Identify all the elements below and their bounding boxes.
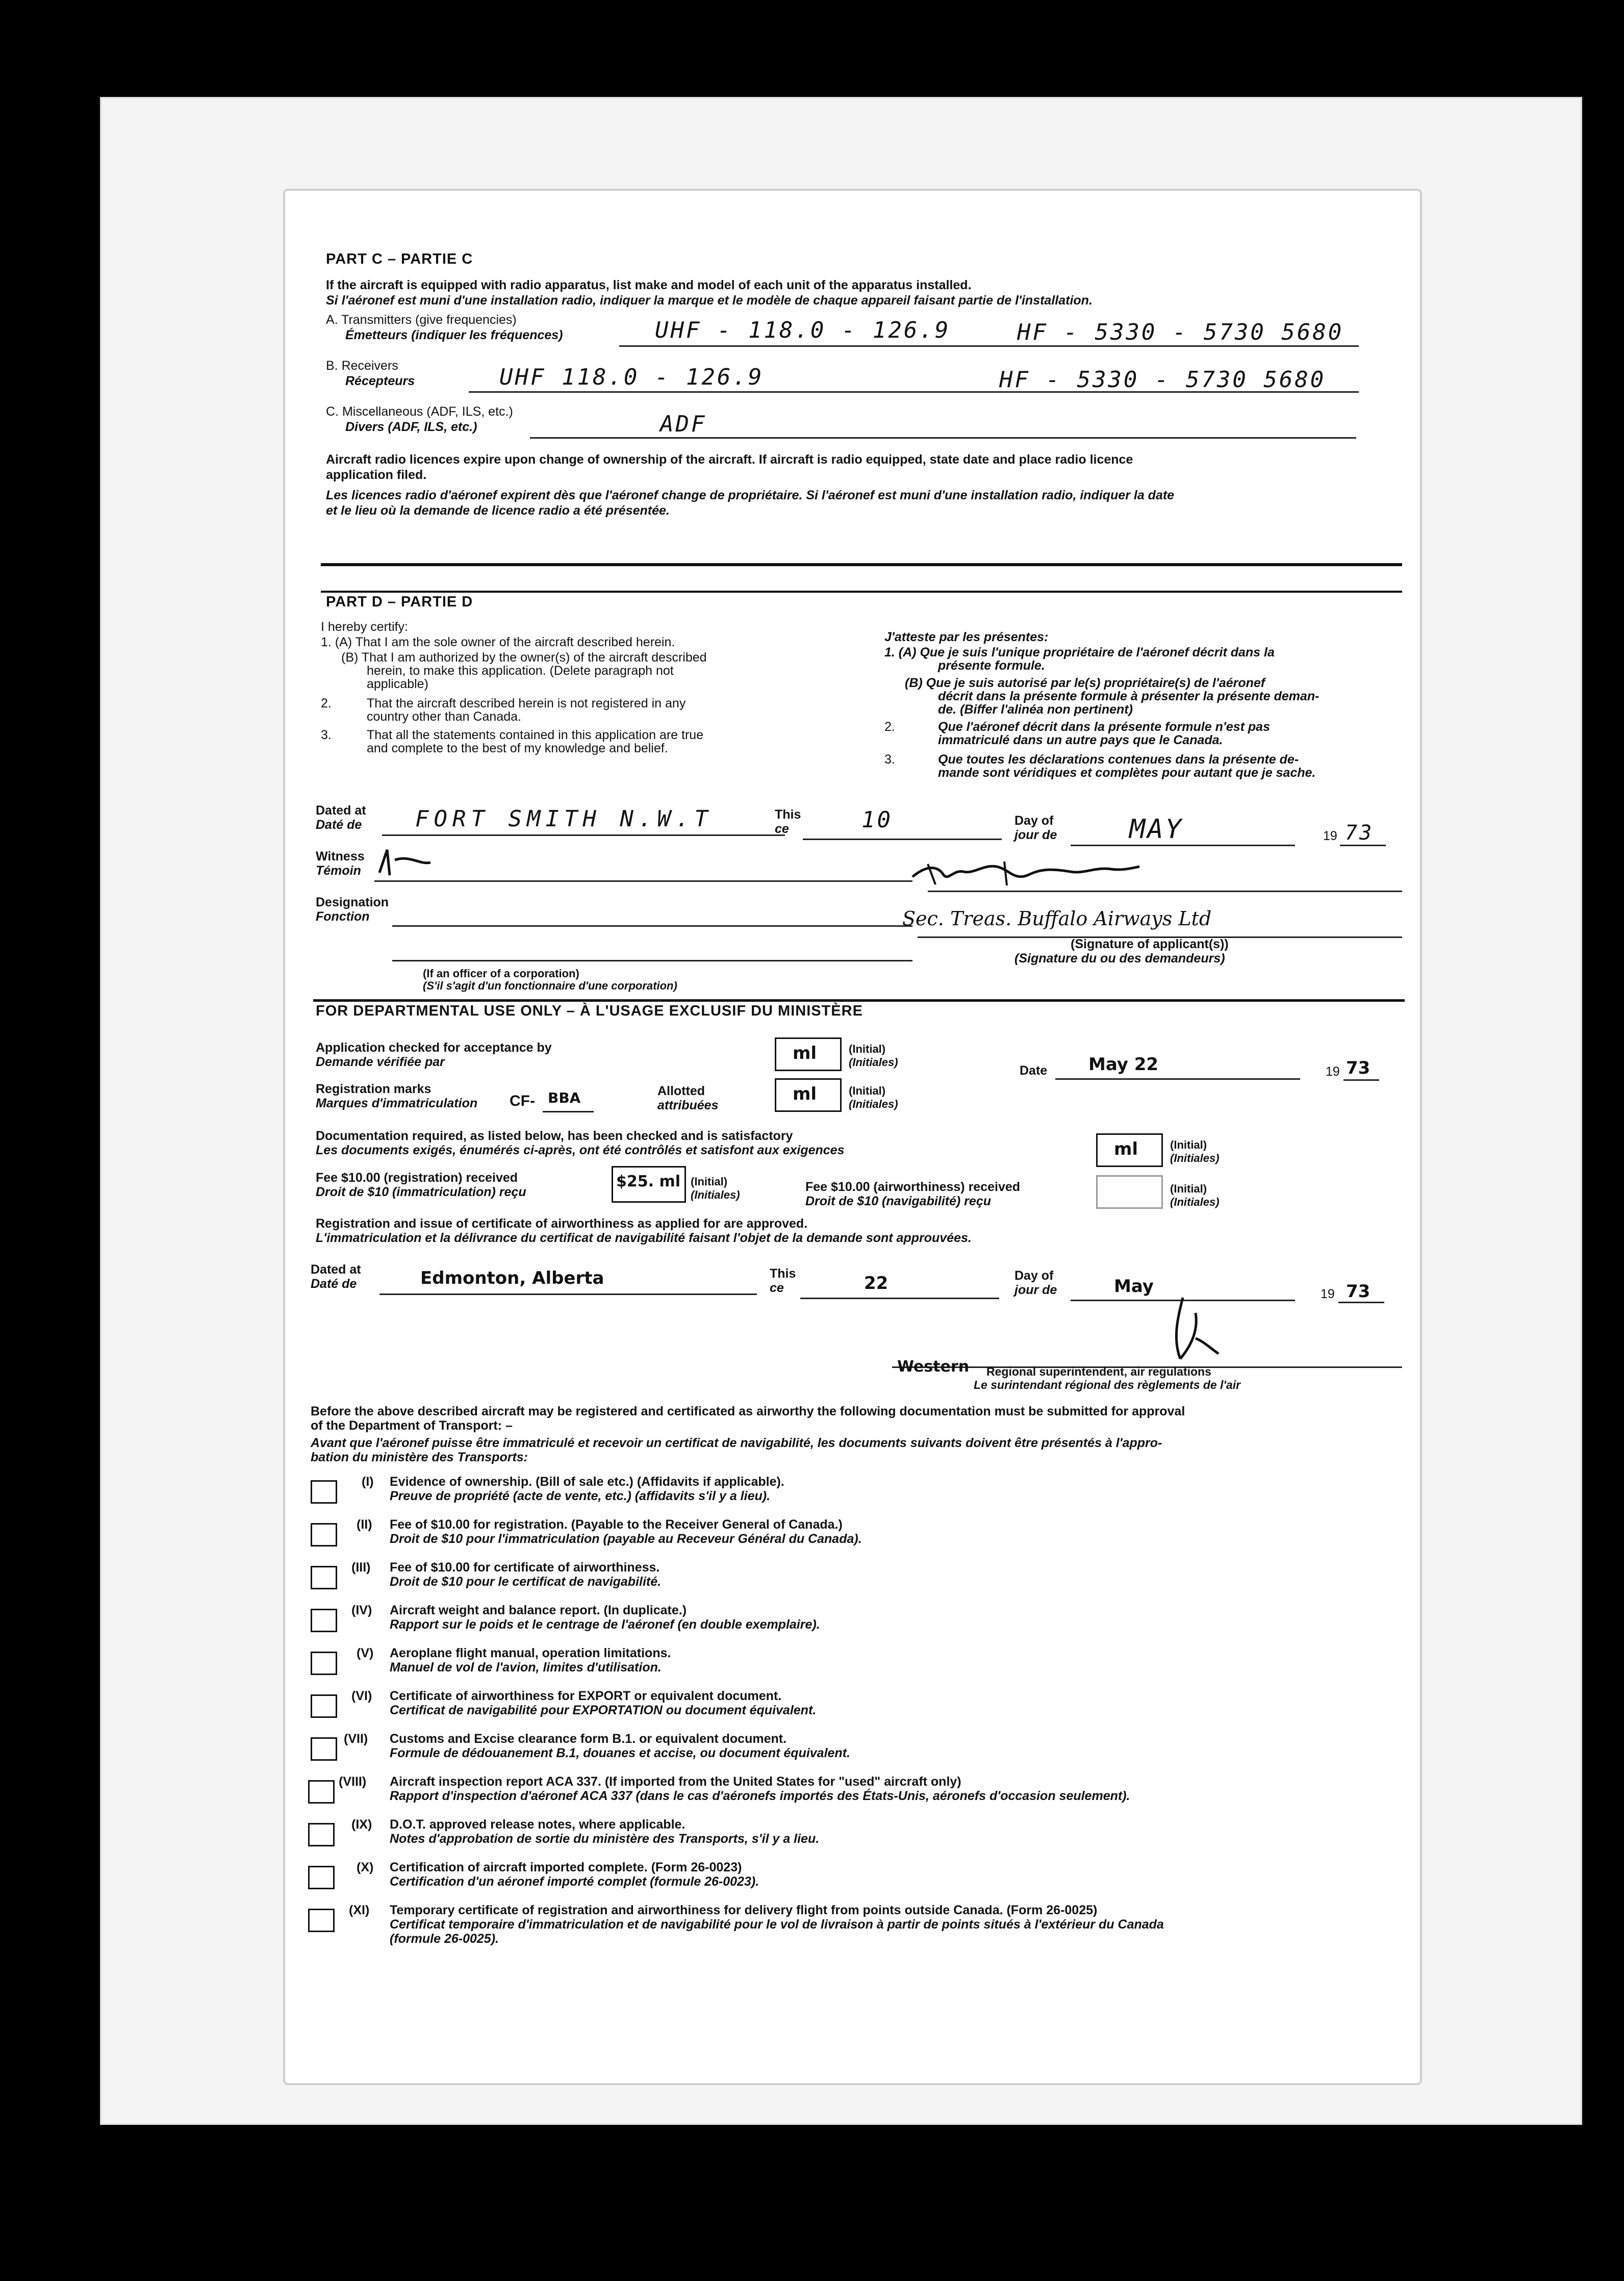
- item-3-en-1: That all the statements contained in this application are true: [367, 728, 704, 742]
- requirement-fr-2: Droit de $10 pour l'immatriculation (payable au Receveur Général du Canada).: [390, 1532, 862, 1546]
- part-c-intro-en: If the aircraft is equipped with radio apparatus, list make and model of each unit of the apparatus installed.: [326, 278, 972, 292]
- transmitters-label-en: A. Transmitters (give frequencies): [326, 313, 517, 327]
- item-2-num-fr: 2.: [884, 720, 895, 734]
- requirement-checkbox-4[interactable]: [311, 1609, 337, 1632]
- requirements-intro-fr-2: bation du ministère des Transports:: [311, 1450, 528, 1464]
- witness-label-en: Witness: [316, 849, 365, 864]
- part-d-divider: [321, 591, 1402, 593]
- part-d-title: PART D – PARTIE D: [326, 594, 473, 610]
- designation-line-2: [392, 960, 912, 961]
- requirements-intro-fr-1: Avant que l'aéronef puisse être immatriculé et recevoir un certificat de navigabilité, les documents suivants doivent être présentés à l'appro-: [311, 1436, 1162, 1450]
- requirement-fr-9: Notes d'approbation de sortie du ministère des Transports, s'il y a lieu.: [390, 1832, 820, 1846]
- requirement-en-10: Certification of aircraft imported complete. (Form 26-0023): [390, 1860, 742, 1874]
- dept-this-line: [800, 1298, 999, 1299]
- requirement-num-2: (II): [357, 1517, 372, 1532]
- receivers-label-en: B. Receivers: [326, 359, 398, 373]
- date-year-prefix: 19: [1326, 1065, 1340, 1079]
- this-line: [803, 839, 1002, 840]
- item-1b-en-1: (B) That I am authorized by the owner(s) of the aircraft described: [341, 650, 707, 665]
- requirement-en-2: Fee of $10.00 for registration. (Payable to the Receiver General of Canada.): [390, 1517, 843, 1532]
- dept-year-value[interactable]: 73: [1346, 1281, 1371, 1302]
- requirement-num-7: (VII): [344, 1732, 368, 1746]
- item-1a-en: 1. (A) That I am the sole owner of the aircraft described herein.: [321, 635, 675, 649]
- dept-year-line: [1338, 1302, 1384, 1303]
- day-of-label-fr: jour de: [1014, 828, 1057, 842]
- item-1b-en-3: applicable): [367, 677, 428, 691]
- dept-dated-at-value[interactable]: Edmonton, Alberta: [420, 1268, 604, 1288]
- this-label-en: This: [775, 807, 801, 822]
- item-3-fr-2: mande sont véridiques et complètes pour autant que je sache.: [938, 766, 1316, 780]
- requirement-num-10: (X): [357, 1860, 374, 1874]
- dept-month-value[interactable]: May: [1114, 1276, 1154, 1297]
- dated-at-line: [382, 834, 785, 836]
- requirement-en-11: Temporary certificate of registration and airworthiness for delivery flight from points outside Canada. (Form 26-0025): [390, 1903, 1098, 1917]
- witness-line: [374, 880, 912, 882]
- witness-signature-icon: [374, 845, 436, 880]
- requirement-fr-7: Formule de dédouanement B.1, douanes et accise, ou document équivalent.: [390, 1746, 850, 1760]
- requirement-checkbox-10[interactable]: [308, 1866, 335, 1889]
- dept-this-fr: ce: [770, 1281, 784, 1295]
- licence-note-en-2: application filed.: [326, 468, 427, 482]
- requirement-num-1: (I): [362, 1475, 374, 1489]
- dated-at-label-fr: Daté de: [316, 818, 362, 832]
- dept-this-value[interactable]: 22: [864, 1273, 889, 1294]
- dept-dated-at-en: Dated at: [311, 1262, 361, 1277]
- receivers-value-hf[interactable]: HF - 5330 - 5730 5680: [999, 367, 1326, 393]
- fee-reg-stamp: $25. ml: [616, 1173, 681, 1190]
- reg-marks-label-en: Registration marks: [316, 1082, 432, 1096]
- requirement-checkbox-11[interactable]: [308, 1909, 335, 1932]
- this-value[interactable]: 10: [861, 807, 893, 833]
- transmitters-label-fr: Émetteurs (indiquer les fréquences): [345, 328, 563, 342]
- superintendent-en: Regional superintendent, air regulations: [986, 1365, 1211, 1378]
- year-value[interactable]: 73: [1345, 821, 1374, 845]
- dated-at-value[interactable]: FORT SMITH N.W.T: [415, 806, 713, 832]
- requirement-checkbox-9[interactable]: [308, 1823, 335, 1846]
- fee-air-label-en: Fee $10.00 (airworthiness) received: [805, 1180, 1021, 1194]
- requirement-en-5: Aeroplane flight manual, operation limitations.: [390, 1646, 671, 1660]
- allotted-initial-fr: (Initiales): [849, 1098, 898, 1110]
- month-value[interactable]: MAY: [1129, 814, 1183, 845]
- designation-label-en: Designation: [316, 895, 389, 909]
- departmental-divider: [313, 999, 1405, 1002]
- requirement-checkbox-6[interactable]: [311, 1694, 337, 1718]
- allotted-label-en: Allotted: [657, 1084, 705, 1098]
- aircraft-registration-form: [283, 189, 1422, 2085]
- requirement-en-8: Aircraft inspection report ACA 337. (If imported from the United States for "used" aircraft only): [390, 1775, 961, 1789]
- licence-note-en-1: Aircraft radio licences expire upon change of ownership of the aircraft. If aircraft is radio equipped, state date and place radio licence: [326, 452, 1133, 467]
- requirements-intro-en-1: Before the above described aircraft may be registered and certificated as airworthy the following documentation must be submitted for approval: [311, 1404, 1185, 1418]
- item-3-fr-1: Que toutes les déclarations contenues dans la présente de-: [938, 752, 1299, 767]
- item-2-num: 2.: [321, 696, 332, 711]
- certify-en: I hereby certify:: [321, 620, 408, 634]
- signature-label-en: (Signature of applicant(s)): [1071, 937, 1229, 951]
- fee-reg-initial-en: (Initial): [691, 1175, 728, 1188]
- region-stamp: Western: [897, 1358, 970, 1376]
- dated-at-label-en: Dated at: [316, 803, 366, 818]
- checked-initial-en: (Initial): [849, 1043, 886, 1055]
- doc-initials-box[interactable]: [1096, 1133, 1163, 1167]
- doc-required-en: Documentation required, as listed below, has been checked and is satisfactory: [316, 1129, 793, 1143]
- item-1b-fr-1: (B) Que je suis autorisé par le(s) propriétaire(s) de l'aéronef: [905, 676, 1265, 690]
- checked-initials-stamp: ml: [793, 1043, 817, 1063]
- requirements-intro-en-2: of the Department of Transport: –: [311, 1418, 513, 1433]
- fee-air-initial-fr: (Initiales): [1170, 1196, 1220, 1208]
- requirement-en-4: Aircraft weight and balance report. (In duplicate.): [390, 1603, 687, 1617]
- reg-prefix: CF-: [510, 1093, 535, 1109]
- item-1a-fr-1: 1. (A) Que je suis l'unique propriétaire de l'aéronef décrit dans la: [884, 645, 1275, 660]
- fee-reg-label-fr: Droit de $10 (immatriculation) reçu: [316, 1185, 526, 1199]
- requirement-checkbox-8[interactable]: [308, 1780, 335, 1804]
- requirement-num-5: (V): [357, 1646, 374, 1660]
- officer-note-en: (If an officer of a corporation): [423, 967, 579, 980]
- signature-title-text[interactable]: Sec. Treas. Buffalo Airways Ltd: [902, 907, 1212, 930]
- checked-label-en: Application checked for acceptance by: [316, 1041, 552, 1055]
- month-line: [1071, 845, 1295, 846]
- date-year-value[interactable]: 73: [1346, 1058, 1371, 1078]
- applicant-signature-icon: [907, 854, 1142, 895]
- fee-reg-initial-fr: (Initiales): [691, 1188, 740, 1201]
- misc-label-en: C. Miscellaneous (ADF, ILS, etc.): [326, 404, 513, 419]
- superintendent-signature-icon: [1152, 1292, 1224, 1369]
- doc-initial-fr: (Initiales): [1170, 1152, 1220, 1164]
- dept-year-prefix: 19: [1321, 1287, 1335, 1301]
- year-line: [1340, 845, 1386, 846]
- item-2-fr-1: Que l'aéronef décrit dans la présente formule n'est pas: [938, 720, 1270, 734]
- date-label: Date: [1020, 1063, 1048, 1078]
- this-label-fr: ce: [775, 822, 789, 836]
- dept-this-en: This: [770, 1266, 796, 1281]
- date-year-line: [1343, 1079, 1379, 1081]
- date-value[interactable]: May 22: [1088, 1054, 1159, 1075]
- dept-dated-at-fr: Daté de: [311, 1277, 357, 1291]
- item-2-fr-2: immatriculé dans un autre pays que le Canada.: [938, 733, 1223, 747]
- dept-dated-at-line: [379, 1294, 757, 1295]
- approval-en: Registration and issue of certificate of airworthiness as applied for are approved.: [316, 1216, 808, 1231]
- signature-label-fr: (Signature du ou des demandeurs): [1014, 951, 1225, 966]
- receivers-value-uhf[interactable]: UHF 118.0 - 126.9: [499, 364, 764, 390]
- part-c-title: PART C – PARTIE C: [326, 251, 473, 267]
- doc-required-fr: Les documents exigés, énumérés ci-après, ont été contrôlés et satisfont aux exigences: [316, 1143, 845, 1157]
- requirement-num-4: (IV): [351, 1603, 372, 1617]
- checked-label-fr: Demande vérifiée par: [316, 1055, 445, 1069]
- transmitters-line: [619, 345, 1359, 347]
- misc-label-fr: Divers (ADF, ILS, etc.): [345, 420, 477, 434]
- item-3-en-2: and complete to the best of my knowledge and belief.: [367, 741, 668, 755]
- item-2-en-1: That the aircraft described herein is not registered in any: [367, 696, 686, 711]
- fee-air-label-fr: Droit de $10 (navigabilité) reçu: [805, 1194, 991, 1208]
- approval-fr: L'immatriculation et la délivrance du certificat de navigabilité faisant l'objet de la demande sont approuvées.: [316, 1231, 972, 1245]
- requirement-en-3: Fee of $10.00 for certificate of airworthiness.: [390, 1560, 660, 1575]
- designation-line-1: [392, 925, 912, 927]
- requirement-en-7: Customs and Excise clearance form B.1. or equivalent document.: [390, 1732, 787, 1746]
- certify-fr: J'atteste par les présentes:: [884, 630, 1049, 644]
- reg-marks-label-fr: Marques d'immatriculation: [316, 1096, 478, 1110]
- allotted-initial-en: (Initial): [849, 1084, 886, 1097]
- item-1b-fr-3: de. (Biffer l'alinéa non pertinent): [938, 702, 1133, 717]
- requirement-fr-6: Certificat de navigabilité pour EXPORTATION ou document équivalent.: [390, 1703, 817, 1717]
- witness-label-fr: Témoin: [316, 864, 361, 878]
- fee-reg-label-en: Fee $10.00 (registration) received: [316, 1171, 518, 1185]
- requirement-fr-3: Droit de $10 pour le certificat de navigabilité.: [390, 1575, 662, 1589]
- item-3-num-fr: 3.: [884, 752, 895, 767]
- requirement-checkbox-2[interactable]: [311, 1523, 337, 1547]
- doc-initial-en: (Initial): [1170, 1138, 1207, 1151]
- item-1a-fr-2: présente formule.: [938, 658, 1045, 673]
- requirement-num-8: (VIII): [339, 1775, 367, 1789]
- requirement-fr-1: Preuve de propriété (acte de vente, etc.) (affidavits s'il y a lieu).: [390, 1489, 771, 1503]
- checked-initials-box[interactable]: [775, 1037, 842, 1071]
- date-line: [1055, 1078, 1300, 1080]
- misc-value[interactable]: ADF: [660, 411, 707, 437]
- requirement-en-9: D.O.T. approved release notes, where applicable.: [390, 1817, 686, 1832]
- designation-label-fr: Fonction: [316, 909, 370, 924]
- superintendent-fr: Le surintendant régional des règlements de l'air: [974, 1378, 1241, 1391]
- requirement-checkbox-5[interactable]: [311, 1652, 337, 1675]
- officer-note-fr: (S'il s'agit d'un fonctionnaire d'une corporation): [423, 979, 677, 992]
- misc-line: [530, 437, 1356, 439]
- year-prefix: 19: [1323, 829, 1337, 843]
- checked-initial-fr: (Initiales): [849, 1056, 898, 1069]
- requirement-num-11: (XI): [349, 1903, 370, 1917]
- doc-initials-stamp: ml: [1114, 1139, 1138, 1159]
- transmitters-value-uhf[interactable]: UHF - 118.0 - 126.9: [655, 317, 951, 343]
- fee-air-box[interactable]: [1096, 1175, 1163, 1209]
- requirement-num-9: (IX): [351, 1817, 372, 1832]
- requirement-en-6: Certificate of airworthiness for EXPORT or equivalent document.: [390, 1689, 782, 1703]
- fee-air-initial-en: (Initial): [1170, 1182, 1207, 1195]
- part-c-intro-fr: Si l'aéronef est muni d'une installation radio, indiquer la marque et le modèle de chaque appareil faisant partie de l'installation.: [326, 293, 1093, 308]
- reg-value[interactable]: BBA: [548, 1089, 581, 1106]
- requirement-fr-8: Rapport d'inspection d'aéronef ACA 337 (dans le cas d'aéronefs importés des États-Unis, aéronefs d'occasion seulement).: [390, 1789, 1130, 1803]
- requirement-fr-10: Certification d'un aéronef importé complet (formule 26-0023).: [390, 1874, 759, 1889]
- requirement-num-6: (VI): [351, 1689, 372, 1703]
- requirement-checkbox-1[interactable]: [311, 1480, 337, 1504]
- dept-day-of-fr: jour de: [1014, 1283, 1057, 1297]
- requirement-num-3: (III): [351, 1560, 371, 1575]
- requirement-fr-4: Rapport sur le poids et le centrage de l'aéronef (en double exemplaire).: [390, 1617, 820, 1632]
- allotted-initials-stamp: ml: [793, 1084, 817, 1104]
- allotted-initials-box[interactable]: [775, 1078, 842, 1112]
- receivers-label-fr: Récepteurs: [345, 374, 415, 388]
- requirement-fr-11: Certificat temporaire d'immatriculation et de navigabilité pour le vol de livraison à partir de points situés à l'extérieur du Canada: [390, 1917, 1164, 1932]
- departmental-title: FOR DEPARTMENTAL USE ONLY – À L'USAGE EXCLUSIF DU MINISTÈRE: [316, 1003, 863, 1019]
- dept-day-of-en: Day of: [1014, 1269, 1054, 1283]
- part-c-divider-top: [321, 563, 1402, 566]
- allotted-label-fr: attribuées: [657, 1098, 719, 1112]
- requirement-checkbox-3[interactable]: [311, 1566, 337, 1589]
- licence-note-fr-1: Les licences radio d'aéronef expirent dès que l'aéronef change de propriétaire. Si l'aéronef est muni d'une installation radio, indiquer la date: [326, 488, 1175, 502]
- fee-reg-box[interactable]: [612, 1166, 686, 1203]
- item-1b-fr-2: décrit dans la présente formule à présenter la présente deman-: [938, 689, 1320, 703]
- requirement-fr-5: Manuel de vol de l'avion, limites d'utilisation.: [390, 1660, 662, 1675]
- item-2-en-2: country other than Canada.: [367, 709, 521, 724]
- requirement-en-1: Evidence of ownership. (Bill of sale etc.) (Affidavits if applicable).: [390, 1475, 784, 1489]
- requirement-fr-11-cont: (formule 26-0025).: [390, 1932, 499, 1946]
- item-1b-en-2: herein, to make this application. (Delete paragraph not: [367, 664, 674, 678]
- licence-note-fr-2: et le lieu où la demande de licence radio a été présentée.: [326, 503, 670, 518]
- requirement-checkbox-7[interactable]: [311, 1737, 337, 1761]
- day-of-label-en: Day of: [1014, 814, 1054, 828]
- transmitters-value-hf[interactable]: HF - 5330 - 5730 5680: [1017, 319, 1344, 345]
- item-3-num: 3.: [321, 728, 332, 742]
- reg-value-line: [543, 1111, 594, 1112]
